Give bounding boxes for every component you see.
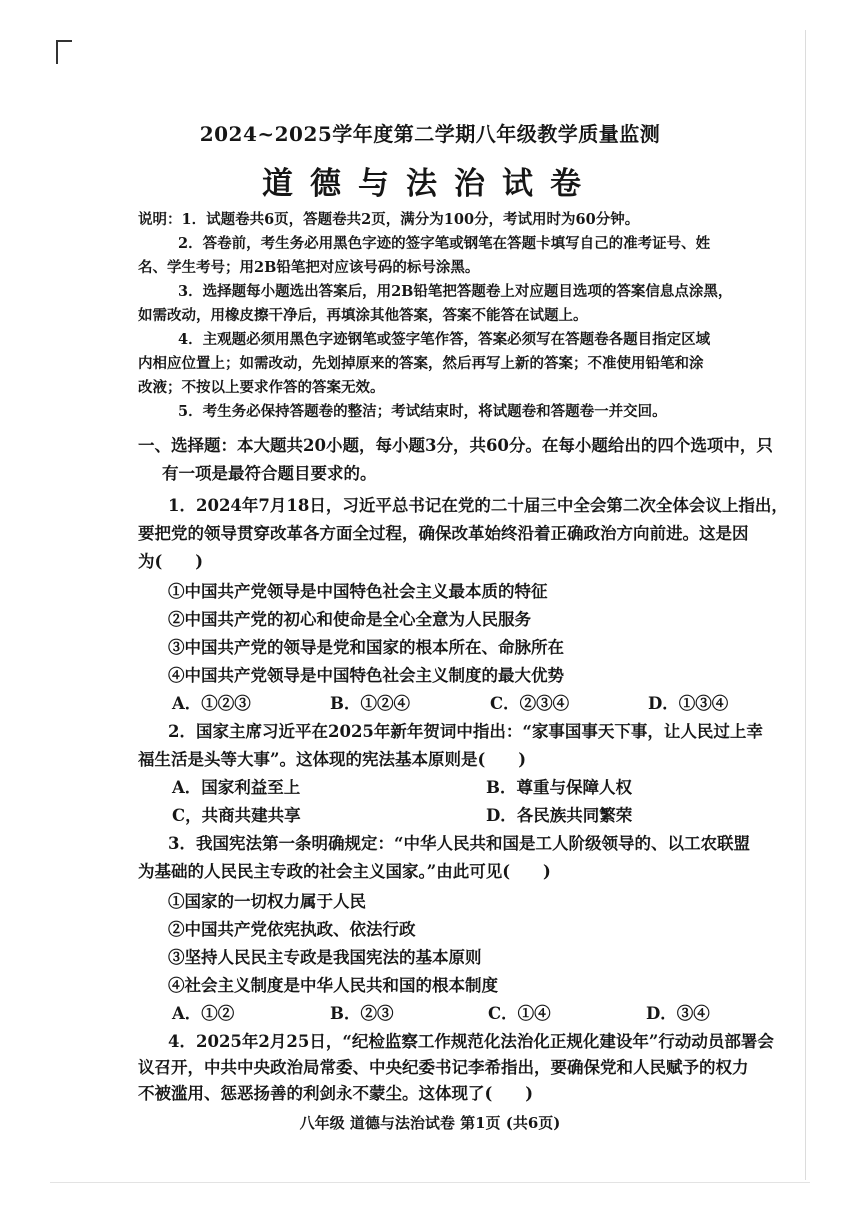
question-stem-line: 要把党的领导贯穿改革各方面全过程，确保改革始终沿着正确政治方向前进。这是因: [138, 524, 749, 543]
statement-1: ①中国共产党领导是中国特色社会主义最本质的特征: [168, 582, 548, 601]
statement-2: ②中国共产党依宪执政、依法行政: [168, 920, 416, 939]
page-footer: 八年级 道德与法治试卷 第1页 (共6页): [299, 1114, 561, 1132]
instruction-line: 4．主观题必须用黑色字迹钢笔或签字笔作答，答案必须写在答题卷各题目指定区域: [178, 331, 711, 348]
option-b: B．尊重与保障人权: [486, 778, 632, 797]
question-stem-line: 为基础的人民民主专政的社会主义国家。”由此可见( ): [138, 862, 551, 881]
question-stem-line: 2．国家主席习近平在2025年新年贺词中指出：“家事国事天下事，让人民过上幸: [168, 722, 763, 741]
statement-1: ①国家的一切权力属于人民: [168, 892, 366, 911]
instruction-line: 3．选择题每小题选出答案后，用2B铅笔把答题卷上对应题目选项的答案信息点涂黑，: [178, 283, 733, 300]
instruction-line: 内相应位置上；如需改动，先划掉原来的答案，然后再写上新的答案；不准使用铅笔和涂: [138, 355, 704, 372]
instruction-line: 名、学生考号；用2B铅笔把对应该号码的标号涂黑。: [138, 259, 480, 276]
question-stem-line: 福生活是头等大事”。这体现的宪法基本原则是( ): [138, 750, 527, 769]
option-c: C．②③④: [490, 694, 570, 713]
scan-edge-bottom: [50, 1182, 810, 1183]
question-stem-line: 1．2024年7月18日，习近平总书记在党的二十届三中全会第二次全体会议上指出，: [168, 496, 788, 515]
question-stem-line: 为( ): [138, 552, 204, 571]
statement-4: ④中国共产党领导是中国特色社会主义制度的最大优势: [168, 666, 564, 685]
option-b: B．①②④: [330, 694, 410, 713]
statement-4: ④社会主义制度是中华人民共和国的根本制度: [168, 976, 498, 995]
option-a: A．①②: [172, 1004, 235, 1023]
options-row: [0, 774, 860, 796]
option-a: A．国家利益至上: [172, 778, 301, 797]
option-d: D．各民族共同繁荣: [486, 806, 633, 825]
option-c: C．①④: [488, 1004, 551, 1023]
question-stem-line: 不被滥用、惩恶扬善的利剑永不蒙尘。这体现了( ): [138, 1084, 534, 1103]
option-a: A．①②③: [172, 694, 251, 713]
instruction-line: 改液；不按以上要求作答的答案无效。: [138, 379, 385, 396]
options-row: [0, 690, 860, 712]
exam-title: 道德与法治试卷: [262, 166, 598, 202]
statement-2: ②中国共产党的初心和使命是全心全意为人民服务: [168, 610, 531, 629]
instruction-line: 说明：1．试题卷共6页，答题卷共2页，满分为100分，考试用时为60分钟。: [138, 211, 640, 228]
options-row: [0, 1000, 860, 1022]
exam-subtitle: 2024~2025学年度第二学期八年级教学质量监测: [199, 122, 661, 146]
statement-3: ③中国共产党的领导是党和国家的根本所在、命脉所在: [168, 638, 564, 657]
instruction-line: 5．考生务必保持答题卷的整洁；考试结束时，将试题卷和答题卷一并交回。: [178, 403, 667, 420]
option-b: B．②③: [330, 1004, 394, 1023]
statement-3: ③坚持人民民主专政是我国宪法的基本原则: [168, 948, 482, 967]
question-stem-line: 议召开，中共中央政治局常委、中央纪委书记李希指出，要确保党和人民赋予的权力: [138, 1058, 749, 1077]
corner-crop-mark: [56, 40, 72, 64]
options-row: [0, 802, 860, 824]
instruction-line: 2．答卷前，考生务必用黑色字迹的签字笔或钢笔在答题卡填写自己的准考证号、姓: [178, 235, 711, 252]
option-d: D．①③④: [648, 694, 729, 713]
section-heading: 一、选择题：本大题共20小题，每小题3分，共60分。在每小题给出的四个选项中，只: [138, 436, 773, 455]
option-c: C，共商共建共享: [172, 806, 301, 825]
question-stem-line: 3．我国宪法第一条明确规定：“中华人民共和国是工人阶级领导的、以工农联盟: [168, 834, 750, 853]
section-heading-cont: 有一项是最符合题目要求的。: [162, 464, 377, 483]
instruction-line: 如需改动，用橡皮擦干净后，再填涂其他答案，答案不能答在试题上。: [138, 307, 588, 324]
option-d: D．③④: [646, 1004, 710, 1023]
question-stem-line: 4．2025年2月25日，“纪检监察工作规范化法治化正规化建设年”行动动员部署会: [168, 1032, 774, 1051]
